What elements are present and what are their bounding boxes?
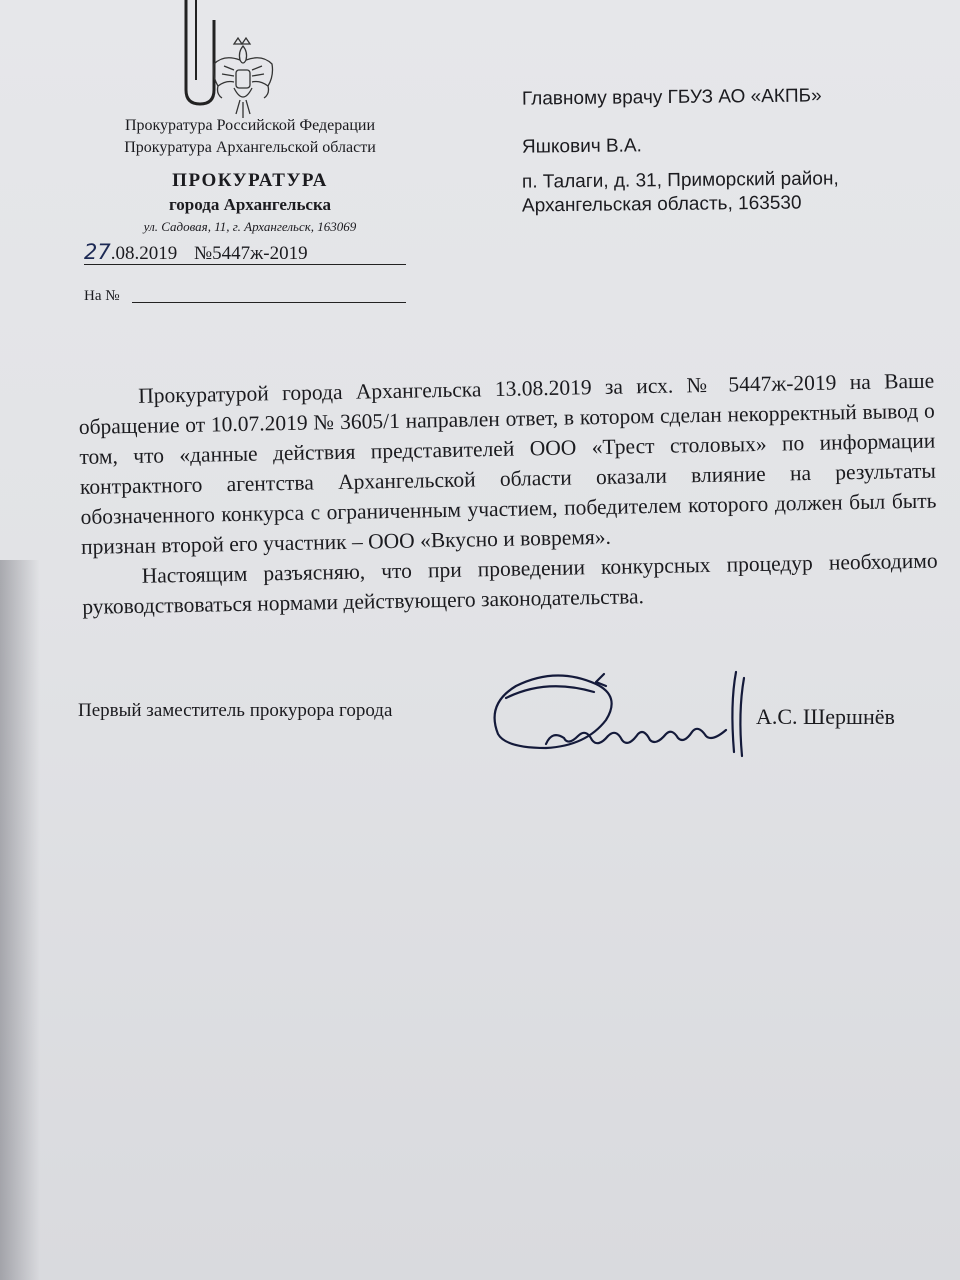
recipient-address-line-1: п. Талаги, д. 31, Приморский район, <box>521 168 839 193</box>
coat-of-arms-icon <box>204 36 282 122</box>
registration-row <box>84 240 406 265</box>
recipient-name: Яшкович В.А. <box>521 135 642 158</box>
body-paragraph-2: Настоящим разъясняю, что при проведении конкурсных процедур необходимо руководствоваться нормами действующего законодательства. <box>82 548 938 619</box>
signer-role: Первый заместитель прокурора города <box>78 700 393 721</box>
issuer-address: ул. Садовая, 11, г. Архангельск, 163069 <box>143 219 357 234</box>
issuer-line-2: Прокуратура Архангельской области <box>124 139 376 156</box>
registration-day: 27 <box>84 240 111 264</box>
issuer-line-1: Прокуратура Российской Федерации <box>124 117 376 134</box>
reply-label: На № <box>84 288 120 304</box>
body-paragraph-1: Прокуратурой города Архангельска 13.08.2019 за исх. № 5447ж-2019 на Ваше обращение от 10.07.2019 № 3605/1 направлен ответ, в котором сделан некорректный вывод о том, что «данные действия представителей ООО «Трест столовых» по информации контрактного агентства Архангельской области оказали влияние на результаты обозначенного конкурса с ограниченным участием, победителем которого должен был быть признан второй его участник – ООО «Вкусно и вовремя». <box>78 368 937 559</box>
registration-date: .08.2019 <box>110 243 178 264</box>
issuer-subtitle: города Архангельска <box>168 195 332 214</box>
letter-body <box>78 366 938 622</box>
registration-number-prefix: № <box>193 243 213 264</box>
recipient-position: Главному врачу ГБУЗ АО «АКПБ» <box>521 85 822 110</box>
page-shadow <box>0 560 40 1280</box>
reply-blank-line <box>132 302 406 303</box>
recipient-address-line-2: Архангельская область, 163530 <box>521 192 802 217</box>
handwritten-signature <box>486 664 756 764</box>
issuer-title: ПРОКУРАТУРА <box>172 170 328 191</box>
signer-name: А.С. Шершнёв <box>756 704 895 729</box>
reply-reference-row <box>84 288 406 304</box>
registration-number: 5447ж-2019 <box>212 243 308 264</box>
